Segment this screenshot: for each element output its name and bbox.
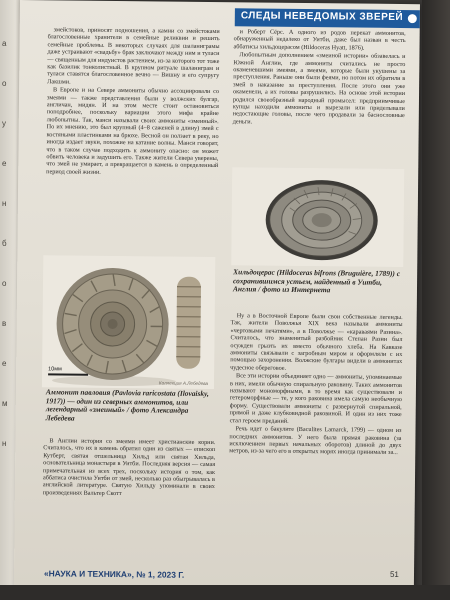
scale-bar-line — [48, 373, 88, 375]
journal-footer: «НАУКА И ТЕХНИКА», № 1, 2023 Г. — [43, 568, 185, 580]
previous-page-fragment: а — [2, 39, 7, 48]
background-bottom — [0, 585, 450, 600]
scale-bar-label: 10мм — [48, 366, 62, 373]
previous-page-fragment: н — [2, 199, 7, 208]
right-column-top — [233, 28, 406, 128]
paragraph: змейстоков, приносят подношения, а камни со змейстоками благословенные хранители в семейные реликвии и решить семейные проблемы. В некоторых случаях для шаланиграмы даже устраивают «свадьбу» брак заключают между ним и туласи — священным для индуистов растением, из-за которого тот тоже как базилик тонколистный. В крупном ритуале шаланиграм и туласи ставятся благословенное вечно — Вишну и его супругу Лакшми. — [47, 26, 220, 86]
previous-page-fragment: в — [2, 319, 7, 328]
previous-page-fragment: е — [2, 359, 7, 368]
left-column-bottom — [43, 437, 216, 499]
photo-watermark: Коллекция А.Лебедева — [158, 380, 209, 386]
ammonite-hildoceras-image — [231, 167, 404, 267]
scale-bar — [48, 366, 88, 375]
paragraph: Любопытным дополнением «змеиной истории» обзавелась и Южной Англии, где аммониты считались не просто окаменевшими змеями, а змеями, которые были укушены за преступления. Раньше они были феями, но потом их обратили в змей в наказание за преступления. После этого они уже окаменели, а их головы разрушились. На основе этой истории родился своеобразный народный промысел: предприимчивые купцы находили аммониты и вырезали или приделывали недостающие головы, после чего продавали за баснословные деньги. — [232, 51, 406, 126]
section-header-title: СЛЕДЫ НЕВЕДОМЫХ ЗВЕРЕЙ — [240, 10, 404, 24]
ammonite-photo-hildoceras — [231, 167, 404, 267]
background-edge — [422, 0, 450, 600]
right-column-bottom — [229, 312, 402, 458]
previous-page-fragment: б — [2, 239, 7, 248]
ammonite-photo-pavlovia — [42, 255, 215, 389]
previous-page-fragment: у — [2, 119, 6, 128]
paragraph: В Англии история со змеями имеет христианские корни. Считалось, что их в камень обратил один из святых — епископ Кутберт, святая отшельница Хильд или святая Хильда, основательница монастыря в Уитби. Последняя версия — самая примечательная из всех трех, поскольку история о том, как аббатиса очистила Уитби от змей, несколько раз обыгрывалась в английской литературе. Святую Хильду упоминали в своих произведениях Вальтер Скотт — [42, 437, 216, 497]
paragraph: Ну а в Восточной Европе были свои собственные легенды. Так, жители Поволжья XIX века называли аммониты «чертовыми печатями», а в Поволжье — «караваями Разина». Считалось, что знаменитый разбойник Степан Разин был осужден грызть их вместо обычного хлеба. На Кавказе аммониты связывали с загробным миром и оформляли с их помощью захоронения. Волжские булгары видели в аммонитах чудесное обереговое. — [230, 312, 403, 372]
section-header — [235, 8, 420, 28]
paragraph: В Европе и на Севере аммониты обычно ассоциировали со змеями — также представления были у волжских булгар, англичан, мидян. И на этом месте стоит остановиться поподробнее, поскольку вариации этого мифа крайне любопытны. Так, манси называли своих аммониты «змеиный». По их мнению, это был крупный (4–8 саженей в длину) змей с костяными пластинками на брюхе. Весной он ползает в реку, но иногда издает звуки, похожие на катание волны. Манси говорят, что в таком случае подходить к аммониту опасно: он может обвить человека и задушить его. Также жители Севера уверены, что змей не умирает, а превращается в камень в определенный период своей жизни. — [46, 86, 220, 176]
previous-page-fragment: м — [2, 399, 8, 408]
photo-caption-pavlovia: Аммонит павловия (Pavlovia raricostata (Ilovaisky, 1917)) — один из северных аммонитов, или легендарный «змеиный» / фото Александра Лебедева — [45, 387, 209, 423]
previous-page-fragment: е — [2, 159, 7, 168]
left-column-top — [46, 26, 220, 178]
previous-page-fragment: о — [2, 79, 7, 88]
paragraph: Речь идет о бакулите (Baculites Lamarck, 1799) — одном из последних аммонитов. У него была прямая раковина (за исключением первых начальных оборотов) длиной до двух метров, из-за чего его в открытых морях иногда принимали за... — [229, 425, 402, 457]
photo-caption-hildoceras: Хильдоцерас (Hildoceras bifrons (Bruguière, 1789)) с сохранившимся устьем, найденный в Уитби, Англия / фото из Интернета — [232, 267, 401, 295]
paragraph: Все эти истории объединяет одно — аммониты, упоминаемые в них, имели обычную спиральную раковину. Таких аммонитов называют мономорфными, в то время как существовали и гетероморфные — те, у кого раковина имела самую необычную форму. Существовали аммониты с развернутой спиральной, прямой и даже клубковидной раковиной. И один из них тоже стал героем преданий. — [229, 372, 403, 425]
previous-page-fragment: о — [2, 279, 7, 288]
page-number: 51 — [389, 569, 399, 579]
previous-page-fragment: н — [2, 439, 7, 448]
header-dot-icon — [408, 14, 417, 23]
magazine-page — [14, 0, 420, 594]
paragraph: и Роберт Сёрс. А одного из родов перекат аммонитов, обнаруженный недалеко от Уитби, даже был назван в честь аббатисы хильдоцерасом (Hildoceras Hyatt, 1876). — [233, 28, 406, 52]
